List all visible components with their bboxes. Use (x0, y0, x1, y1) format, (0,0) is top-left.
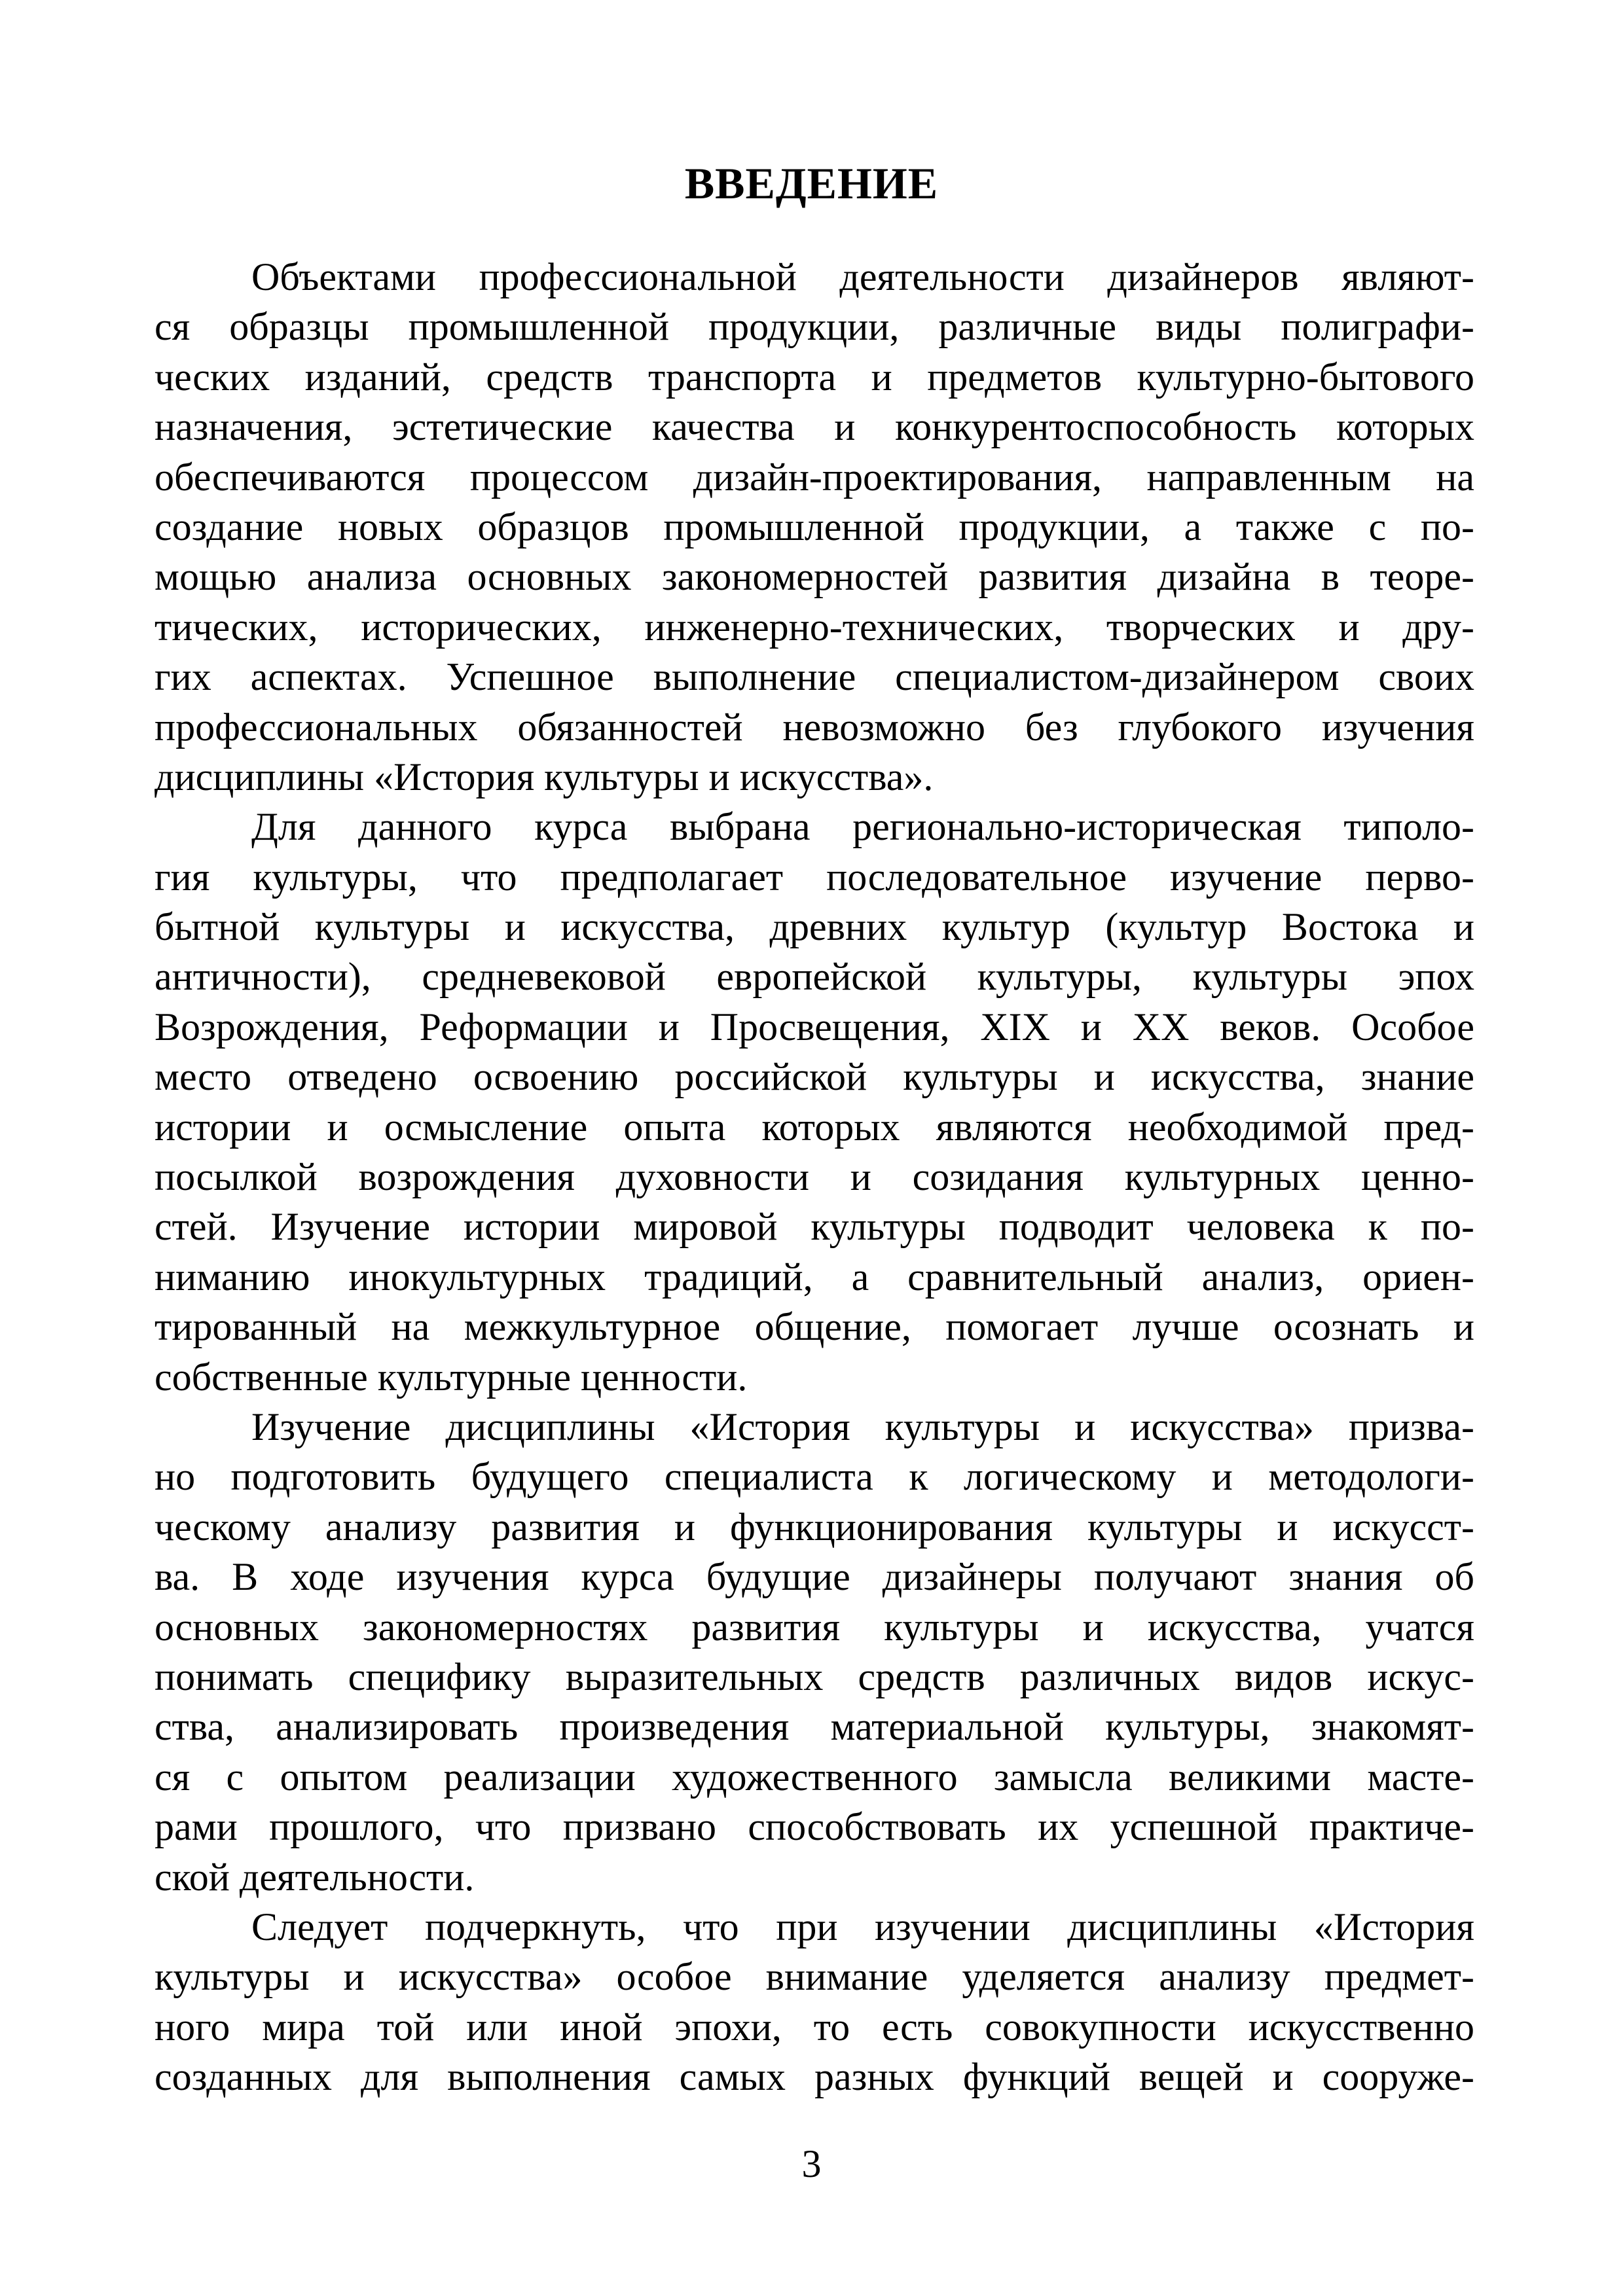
text-line: посылкой возрождения духовности и созидания культурных ценно- (155, 1155, 1474, 1199)
page-number: 3 (801, 2142, 822, 2185)
text-line: Для данного курса выбрана регионально-историческая типоло- (251, 805, 1474, 849)
text-line: ва. В ходе изучения курса будущие дизайнеры получают знания об (155, 1555, 1474, 1599)
text-line: ческому анализу развития и функционирования культуры и искусст- (155, 1505, 1474, 1549)
text-line: истории и осмысление опыта которых являются необходимой пред- (155, 1105, 1474, 1149)
text-line: профессиональных обязанностей невозможно без глубокого изучения (155, 705, 1474, 749)
text-line: но подготовить будущего специалиста к логическому и методологи- (155, 1455, 1474, 1499)
text-line: ческих изданий, средств транспорта и предметов культурно-бытового (155, 355, 1474, 399)
text-line: назначения, эстетические качества и конкурентоспособность которых (155, 405, 1474, 449)
text-line: Объектами профессиональной деятельности дизайнеров являют- (251, 255, 1474, 298)
text-line: тированный на межкультурное общение, помогает лучше осознать и (155, 1305, 1474, 1349)
text-line: гих аспектах. Успешное выполнение специалистом-дизайнером своих (155, 655, 1474, 699)
text-line: ской деятельности. (155, 1855, 475, 1899)
text-line: ся образцы промышленной продукции, различные виды полиграфи- (155, 305, 1474, 349)
text-line: понимать специфику выразительных средств различных видов искус- (155, 1655, 1474, 1698)
page-title: ВВЕДЕНИЕ (684, 158, 939, 208)
text-line: античности), средневековой европейской культуры, культуры эпох (155, 955, 1474, 999)
text-line: бытной культуры и искусства, древних культур (культур Востока и (155, 905, 1474, 949)
paragraph (155, 252, 1474, 802)
text-line: ства, анализировать произведения материальной культуры, знакомят- (155, 1705, 1474, 1749)
text-line: обеспечиваются процессом дизайн-проектирования, направленным на (155, 455, 1474, 499)
text-line: создание новых образцов промышленной продукции, а также с по- (155, 505, 1474, 548)
body-text (155, 252, 1474, 2102)
text-line: ного мира той или иной эпохи, то есть совокупности искусственно (155, 2005, 1474, 2049)
text-line: рами прошлого, что призвано способствовать их успешной практиче- (155, 1805, 1474, 1849)
text-line: собственные культурные ценности. (155, 1355, 748, 1399)
paragraph (155, 1902, 1474, 2102)
text-line: место отведено освоению российской культуры и искусства, знание (155, 1055, 1474, 1099)
paragraph (155, 1402, 1474, 1902)
text-line: мощью анализа основных закономерностей развития дизайна в теоре- (155, 555, 1474, 599)
text-line: Следует подчеркнуть, что при изучении дисциплины «История (251, 1905, 1474, 1948)
text-line: Изучение дисциплины «История культуры и искусства» призва- (251, 1405, 1474, 1448)
text-line: ниманию инокультурных традиций, а сравнительный анализ, ориен- (155, 1255, 1474, 1299)
text-line: стей. Изучение истории мировой культуры подводит человека к по- (155, 1205, 1474, 1249)
text-line: Возрождения, Реформации и Просвещения, XIX и XX веков. Особое (155, 1005, 1474, 1049)
text-line: основных закономерностях развития культуры и искусства, учатся (155, 1605, 1474, 1649)
paragraph (155, 802, 1474, 1402)
text-line: тических, исторических, инженерно-технических, творческих и дру- (155, 605, 1474, 649)
text-line: гия культуры, что предполагает последовательное изучение перво- (155, 855, 1474, 899)
text-line: культуры и искусства» особое внимание уделяется анализу предмет- (155, 1955, 1474, 1999)
text-line: ся с опытом реализации художественного замысла великими масте- (155, 1755, 1474, 1799)
text-line: дисциплины «История культуры и искусства». (155, 755, 934, 798)
text-line: созданных для выполнения самых разных функций вещей и сооруже- (155, 2055, 1474, 2099)
